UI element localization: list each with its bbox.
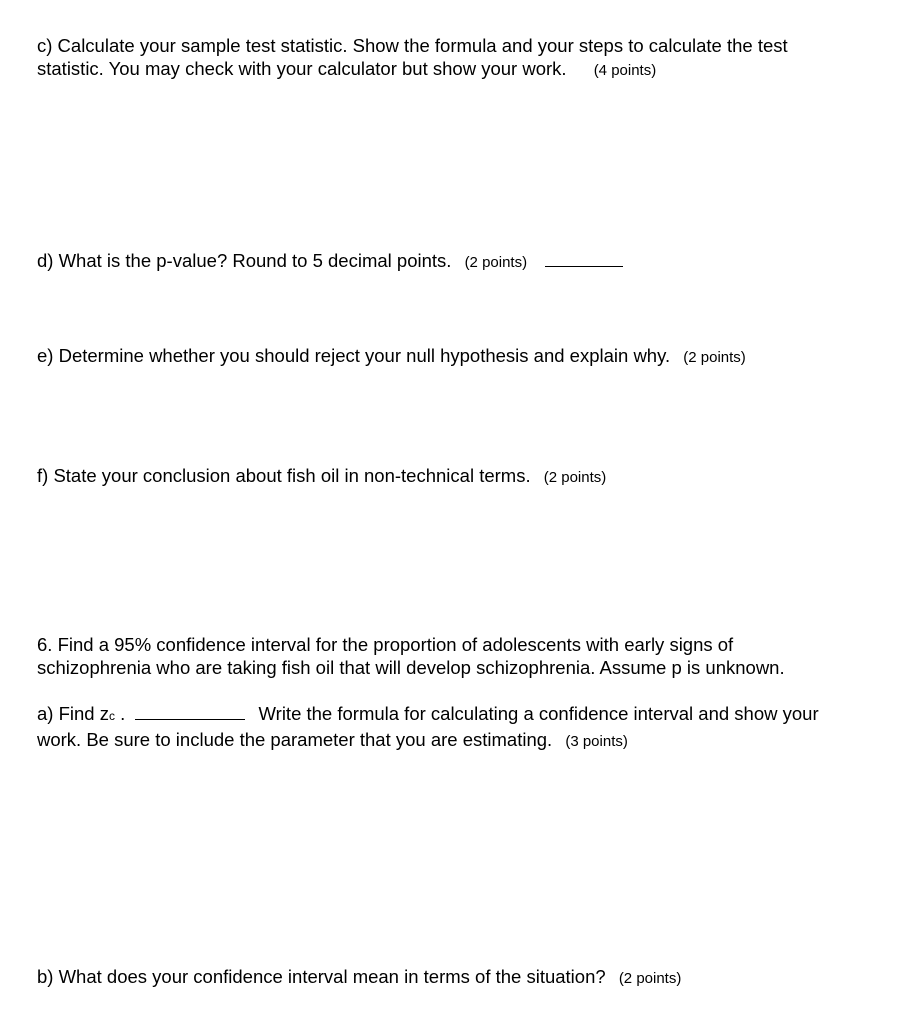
question-6a-dot: . bbox=[114, 703, 126, 724]
question-e-text: e) Determine whether you should reject your null hypothesis and explain why. bbox=[37, 345, 671, 366]
question-6a-line2 bbox=[37, 728, 819, 753]
question-f bbox=[37, 464, 606, 489]
question-c-line2 bbox=[37, 57, 788, 82]
question-d-points: (2 points) bbox=[464, 254, 528, 271]
question-6a-prefix: a) Find z bbox=[37, 703, 109, 724]
question-6b-points: (2 points) bbox=[618, 970, 682, 987]
question-c bbox=[37, 34, 788, 82]
question-6a bbox=[37, 702, 819, 753]
question-6a-line1 bbox=[37, 702, 819, 728]
question-c-points: (4 points) bbox=[593, 62, 657, 79]
question-d-text: d) What is the p-value? Round to 5 decimal points. bbox=[37, 250, 452, 271]
question-c-line1: c) Calculate your sample test statistic. Show the formula and your steps to calculate the test bbox=[37, 35, 788, 56]
question-e bbox=[37, 344, 746, 369]
question-6 bbox=[37, 633, 785, 679]
question-6-line2: schizophrenia who are taking fish oil that will develop schizophrenia. Assume p is unknown. bbox=[37, 657, 785, 678]
question-6a-points: (3 points) bbox=[565, 733, 628, 750]
question-6b-text: b) What does your confidence interval mean in terms of the situation? bbox=[37, 966, 606, 987]
question-e-points: (2 points) bbox=[683, 349, 746, 366]
question-6b bbox=[37, 965, 681, 990]
question-6a-line2-text: work. Be sure to include the parameter that you are estimating. bbox=[37, 729, 553, 750]
question-c-line2-text: statistic. You may check with your calculator but show your work. bbox=[37, 58, 567, 79]
zc-answer-blank[interactable] bbox=[135, 718, 245, 720]
p-value-answer-blank[interactable] bbox=[545, 265, 623, 267]
question-6-line1: 6. Find a 95% confidence interval for the proportion of adolescents with early signs of bbox=[37, 634, 734, 655]
zc-subscript: c bbox=[108, 709, 115, 723]
question-f-text: f) State your conclusion about fish oil in non-technical terms. bbox=[37, 465, 531, 486]
question-6a-line1-rest: Write the formula for calculating a confidence interval and show your bbox=[258, 703, 819, 724]
question-d bbox=[37, 249, 623, 274]
question-f-points: (2 points) bbox=[543, 469, 607, 486]
